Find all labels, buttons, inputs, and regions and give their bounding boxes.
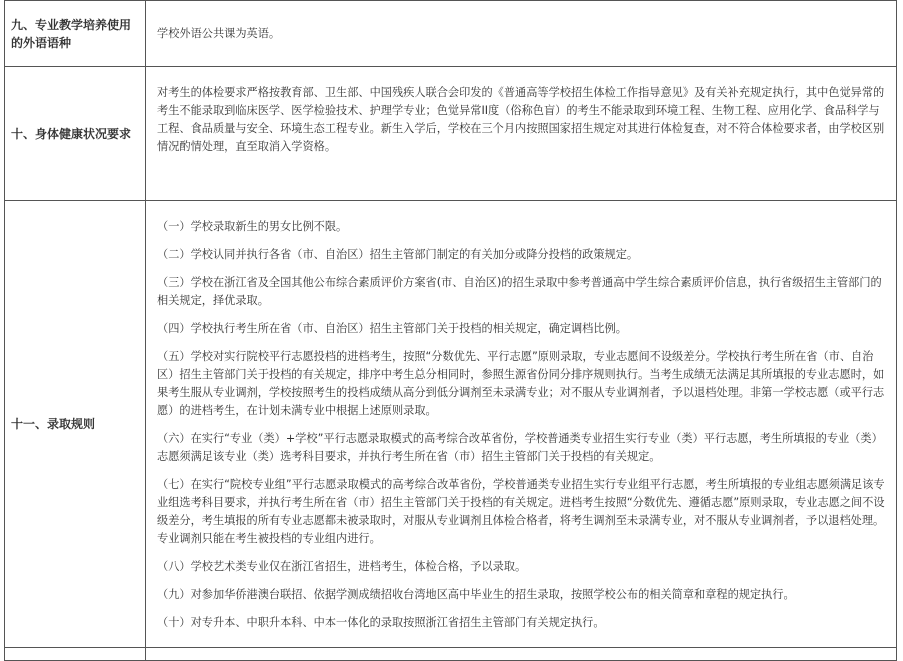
admission-rules-table [4,0,897,661]
admission-rule-item: （四）学校执行考生所在省（市、自治区）招生主管部门关于投档的相关规定，确定调档比例。 [157,322,627,335]
row-content-health [146,67,897,201]
row-label-admission: 十一、录取规则 [5,201,146,648]
table-row-language [5,1,897,67]
row-label-language: 九、专业教学培养使用的外语语种 [5,1,146,67]
row-content-next [146,648,897,661]
admission-rule-list [157,201,888,632]
row-content-language [146,1,897,67]
table-row-admission [5,201,897,648]
language-text: 学校外语公共课为英语。 [157,26,281,40]
table-row-health [5,67,897,201]
admission-rule-item: （二）学校认同并执行各省（市、自治区）招生主管部门制定的有关加分或降分投档的政策规定。 [157,248,639,261]
admission-rule-item: （九）对参加华侨港澳台联招、依据学测成绩招收台湾地区高中毕业生的招生录取，按照学校公布的相关简章和章程的规定执行。 [157,588,795,601]
health-text: 对考生的体检要求严格按教育部、卫生部、中国残疾人联合会印发的《普通高等学校招生体检工作指导意见》及有关补充规定执行，其中色觉异常的考生不能录取到临床医学、医学检验技术、护理学专业；色觉异常II度（俗称色盲）的考生不能录取到环境工程、生物工程、应用化学、食品科学与工程、食品质量与安全、环境生态工程专业。新生入学后，学校在三个月内按照国家招生规定对其进行体检复查，对不符合体检要求者，由学校区别情况酌情处理，直至取消入学资格。 [157,86,885,153]
admission-rule-item: （七）在实行“院校专业组”平行志愿录取模式的高考综合改革省份，学校普通类专业招生实行专业组平行志愿，考生所填报的专业组志愿须满足该专业组选考科目要求，并执行考生所在省（市）招生主管部门关于投档的有关规定。进档考生按照“分数优先、遵循志愿”原则录取，专业志愿之间不设级差分，考生填报的所有专业志愿都未被录取时，对服从专业调剂且体检合格者，将考生调剂至未录满专业，对不服从专业调剂者，予以退档处理。专业调剂只能在考生被投档的专业组内进行。 [157,478,885,545]
admission-rule-item: （八）学校艺术类专业仅在浙江省招生，进档考生，体检合格，予以录取。 [157,560,527,573]
admission-rule-item: （五）学校对实行院校平行志愿投档的进档考生，按照“分数优先、平行志愿”原则录取，专业志愿间不设级差分。学校执行考生所在省（市、自治区）招生主管部门关于投档的有关规定，排序中考生总分相同时，参照生源省份同分排序规则执行。当考生成绩无法满足其所填报的专业志愿时，如果考生服从专业调剂，学校按照考生的投档成绩从高分到低分调剂至未录满专业；对不服从专业调剂者，予以退档处理。非第一学校志愿（或平行志愿）的进档考生，在计划未满专业中根据上述原则录取。 [157,350,885,417]
admission-rule-item: （十）对专升本、中职升本科、中本一体化的录取按照浙江省招生主管部门有关规定执行。 [157,616,605,629]
row-label-health: 十、身体健康状况要求 [5,67,146,201]
admission-rule-item: （三）学校在浙江省及全国其他公布综合素质评价方案省(市、自治区)的招生录取中参考普通高中学生综合素质评价信息，执行省级招生主管部门的相关规定，择优录取。 [157,276,882,307]
admission-rule-item: （六）在实行“专业（类）+学校”平行志愿录取模式的高考综合改革省份，学校普通类专业招生实行专业（类）平行志愿，考生所填报的专业（类）志愿须满足该专业（类）选考科目要求，并执行考生所在省（市）招生主管部门关于投档的有关规定。 [157,432,883,463]
table-row-next [5,648,897,661]
admission-rule-item: （一）学校录取新生的男女比例不限。 [157,220,348,233]
row-content-admission [146,201,897,648]
row-label-next [5,648,146,661]
